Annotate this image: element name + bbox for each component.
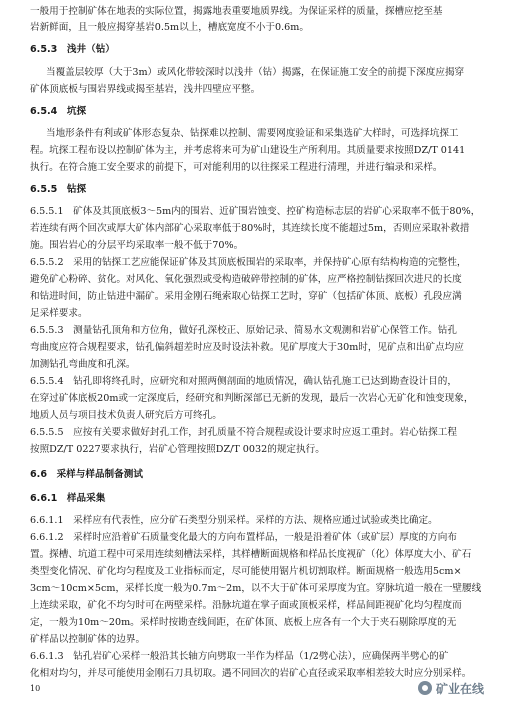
clause-6-5-5-1: 6.5.5.1 矿体及其顶底板3～5m内的围岩、近矿围岩蚀变、控矿构造标志层的岩矿心采取率不低于80%， [30,206,481,217]
section-heading-6-5-5: 6.5.5 钻探 [30,184,87,195]
body-text-line: 岩新鲜面，且一般应揭穿基岩0.5m以上，槽底宽度不小于0.6m。 [30,22,309,33]
section-heading-6-5-3: 6.5.3 浅井（钻） [30,44,115,55]
section-heading-6-5-4: 6.5.4 坑探 [30,106,87,117]
body-text-line: 化相对均匀，并尽可能使用金刚石刀具切取。遇不同回次的岩矿心直径或采取率相差较大时应分别采样。 [30,668,472,679]
body-text-line: 定，一般为10m～20m。采样时按勘查线间距，在矿体顶、底板上应各有一个大于夹石剔除厚度的无 [30,617,457,628]
body-text-line: 加测钻孔弯曲度和孔深。 [30,359,136,370]
body-text-line: 当地形条件有利或矿体形态复杂、钻探难以控制、需要网度验证和采集选矿大样时，可选择坑探工 [46,128,459,139]
body-text-line: 执行。在符合施工安全要求的前提下，可对能利用的以往探采工程进行清理，并进行编录和采样。 [30,162,443,173]
clause-6-6-1-1: 6.6.1.1 采样应有代表性，应分矿石类型分别采样。采样的方法、规格应通过试验或类比确定。 [30,515,438,526]
body-text-line: 类型变化情况、矿化均匀程度及工业指标而定，尽可能使用锯片机切割取样。断面规格一般选用5cm× [30,566,462,577]
body-text-line: 避免矿心粉碎、贫化。对风化、氧化强烈或受构造破碎带控制的矿体，应严格控制钻探回次进尺的长度 [30,274,462,285]
section-heading-6-6-1: 6.6.1 样品采集 [30,493,106,504]
clause-6-5-5-4: 6.5.5.4 钻孔即将终孔时，应研究和对照两侧剖面的地质情况，确认钻孔施工已达到勘查设计目的， [30,376,457,387]
body-text-line: 程。坑探工程布设以控制矿体为主，并考虑将来可为矿山建设生产所利用。其质量要求按照DZ/T 0141 [30,145,466,156]
clause-6-5-5-2: 6.5.5.2 采用的钻探工艺应能保证矿体及其顶底板围岩的采取率，并保持矿心原有结构构造的完整性， [30,257,467,268]
body-text-line: 足采样要求。 [30,308,88,319]
body-text-line: 矿体顶底板与围岩界线或揭至基岩，浅井四壁应平整。 [30,84,261,95]
clause-6-5-5-3: 6.5.5.3 测量钻孔顶角和方位角，做好孔深校正、原始记录、简易水文观测和岩矿心保管工作。钻孔 [30,325,457,336]
body-text-line: 和钻进时间，防止钻进中漏矿。采用金刚石绳索取心钻探工艺时，穿矿（包括矿体顶、底板）孔段应满 [30,291,462,302]
body-text-line: 地质人员与项目技术负责人研究后方可终孔。 [30,410,222,421]
clause-6-6-1-3: 6.6.1.3 钻孔岩矿心采样一般沿其长轴方向劈取一半作为样品（1/2劈心法），应确保两半劈心的矿 [30,651,449,662]
body-text-line: 矿样品以控制矿体的边界。 [30,634,146,645]
body-text-line: 在穿过矿体底板20m或一定深度后，经研究和判断深部已无新的发现，最后一次岩心无矿化和蚀变现象， [30,393,474,404]
body-text-line: 施。围岩岩心的分层平均采取率一般不低于70%。 [30,240,244,251]
body-text-line: 当覆盖层较厚（大于3m）或风化带较深时以浅井（钻）揭露，在保证施工安全的前提下深度应揭穿 [46,67,465,78]
page-number: 10 [30,684,41,693]
body-text-line: 按照DZ/T 0227要求执行，岩矿心管理按照DZ/T 0032的规定执行。 [30,444,325,455]
clause-6-6-1-2: 6.6.1.2 采样时应沿着矿石质量变化最大的方向布置样品，一般是沿着矿体（或矿层）厚度的方向布 [30,532,457,543]
body-text-line: 若连续有两个回次或厚大矿体内部矿心采取率低于80%时，其连续长度不能超过5m，否则应采取补救措 [30,223,470,234]
body-text-line: 3cm～10cm×5cm，采样长度一般为0.7m～2m，以不大于矿体可采厚度为宜。穿脉坑道一般在一壁腰线 [30,583,482,594]
body-text-line: 置。探槽、坑道工程中可采用连续刻槽法采样，其样槽断面规格和样品长度视矿（化）体厚度大小、矿石 [30,549,472,560]
watermark [418,680,498,698]
body-text-line: 弯曲度应符合规程要求，钻孔偏斜超差时应及时设法补救。见矿厚度大于30m时，见矿点和出矿点均应 [30,342,464,353]
wechat-icon [418,681,432,695]
clause-6-5-5-5: 6.5.5.5 应按有关要求做好封孔工作，封孔质量不符合规程或设计要求时应返工重封。岩心钻探工程 [30,427,457,438]
section-heading-6-6: 6.6 采样与样品制备测试 [30,469,143,480]
watermark-text: 矿业在线 [436,682,485,696]
body-text-line: 上连续采取，矿化不均匀时可在两壁采样。沿脉坑道在掌子面或顶板采样，样品间距视矿化均匀程度而 [30,600,462,611]
body-text-line: 一般用于控制矿体在地表的实际位置，揭露地表重要地质界线。为保证采样的质量，探槽应挖至基 [30,6,443,17]
